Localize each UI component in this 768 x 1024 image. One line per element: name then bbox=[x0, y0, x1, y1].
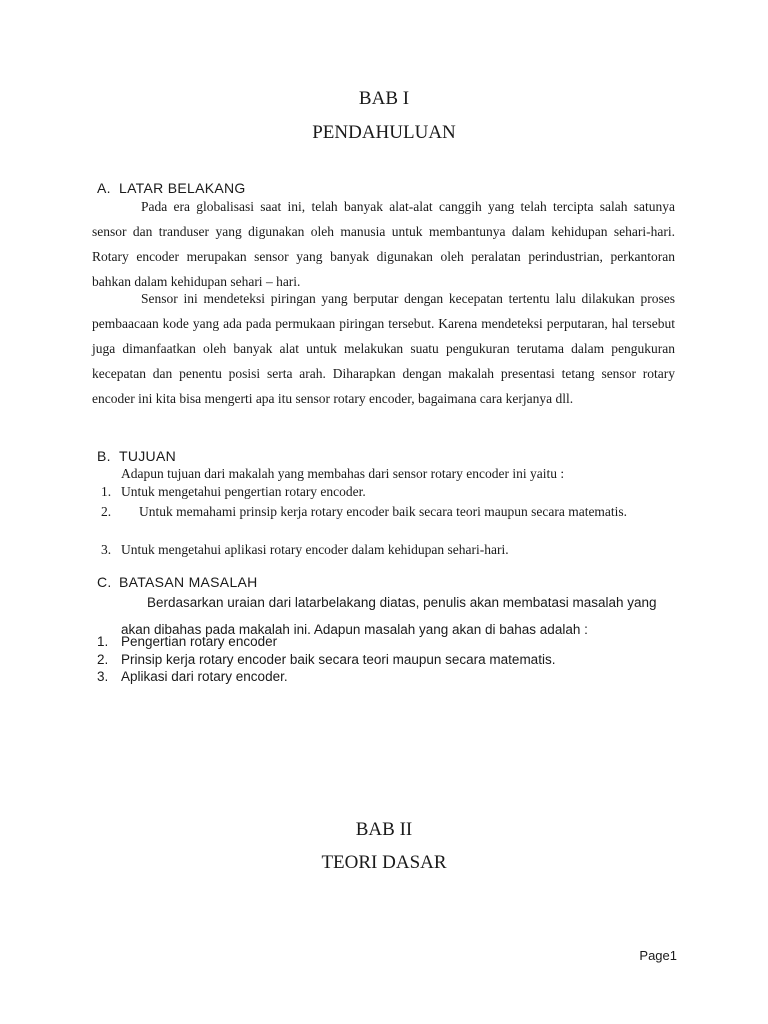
list-item-text: Prinsip kerja rotary encoder baik secara teori maupun secara matematis. bbox=[121, 652, 556, 667]
list-item-number: 1. bbox=[97, 634, 109, 649]
section-a-title: LATAR BELAKANG bbox=[119, 180, 246, 196]
chapter-2-title: BAB II bbox=[355, 819, 413, 840]
list-item-text: Untuk mengetahui aplikasi rotary encoder dalam kehidupan sehari-hari. bbox=[121, 542, 509, 557]
chapter-2-subtitle: TEORI DASAR bbox=[321, 852, 447, 873]
list-item-number: 1. bbox=[101, 484, 112, 499]
list-item-number: 2. bbox=[101, 504, 112, 519]
section-b-heading bbox=[97, 448, 176, 464]
section-b-intro: Adapun tujuan dari makalah yang membahas dari sensor rotary encoder ini yaitu : bbox=[121, 466, 565, 481]
section-c-heading bbox=[97, 574, 258, 590]
section-b-title: TUJUAN bbox=[119, 448, 177, 464]
section-c-title: BATASAN MASALAH bbox=[119, 574, 258, 590]
chapter-title: BAB I bbox=[358, 88, 410, 109]
chapter-subtitle: PENDAHULUAN bbox=[312, 122, 456, 143]
list-item-number: 2. bbox=[97, 652, 109, 667]
section-a-letter: A. bbox=[97, 180, 111, 196]
section-a-paragraph-1: Pada era globalisasi saat ini, telah banyak alat-alat canggih yang telah tercipta salah satunya sensor dan tranduser yang digunakan oleh manusia untuk membantunya dalam kehidupan sehari-hari. Rotary encoder merupakan sensor yang banyak digunakan oleh peralatan perindustrian, perkantoran bahkan dalam kehidupan sehari – hari. bbox=[92, 199, 675, 289]
list-item-text: Pengertian rotary encoder bbox=[121, 634, 278, 649]
section-b-letter: B. bbox=[97, 448, 111, 464]
list-item-text: Untuk mengetahui pengertian rotary encoder. bbox=[121, 484, 366, 499]
section-c-letter: C. bbox=[97, 574, 112, 590]
page-number: Page1 bbox=[639, 948, 677, 963]
list-item-text: Aplikasi dari rotary encoder. bbox=[121, 669, 288, 684]
section-a-paragraph-2: Sensor ini mendeteksi piringan yang berputar dengan kecepatan tertentu lalu dilakukan proses pembaacaan kode yang ada pada permukaan piringan tersebut. Karena mendeteksi perputaran, hal tersebut juga dimanfaatkan oleh banyak alat untuk melakukan suatu pengukuran terutama dalam pengukuran kecepatan dan penentu posisi serta arah. Diharapkan dengan makalah presentasi tetang sensor rotary encoder ini kita bisa mengerti apa itu sensor rotary encoder, bagaimana cara kerjanya dll. bbox=[92, 291, 675, 406]
list-item-number: 3. bbox=[97, 669, 109, 684]
section-c-intro: Berdasarkan uraian dari latarbelakang diatas, penulis akan membatasi masalah yang akan dibahas pada makalah ini. Adapun masalah yang akan di bahas adalah : bbox=[121, 595, 657, 637]
list-item-text: Untuk memahami prinsip kerja rotary encoder baik secara teori maupun secara matematis. bbox=[139, 504, 628, 519]
list-item-number: 3. bbox=[101, 542, 112, 557]
